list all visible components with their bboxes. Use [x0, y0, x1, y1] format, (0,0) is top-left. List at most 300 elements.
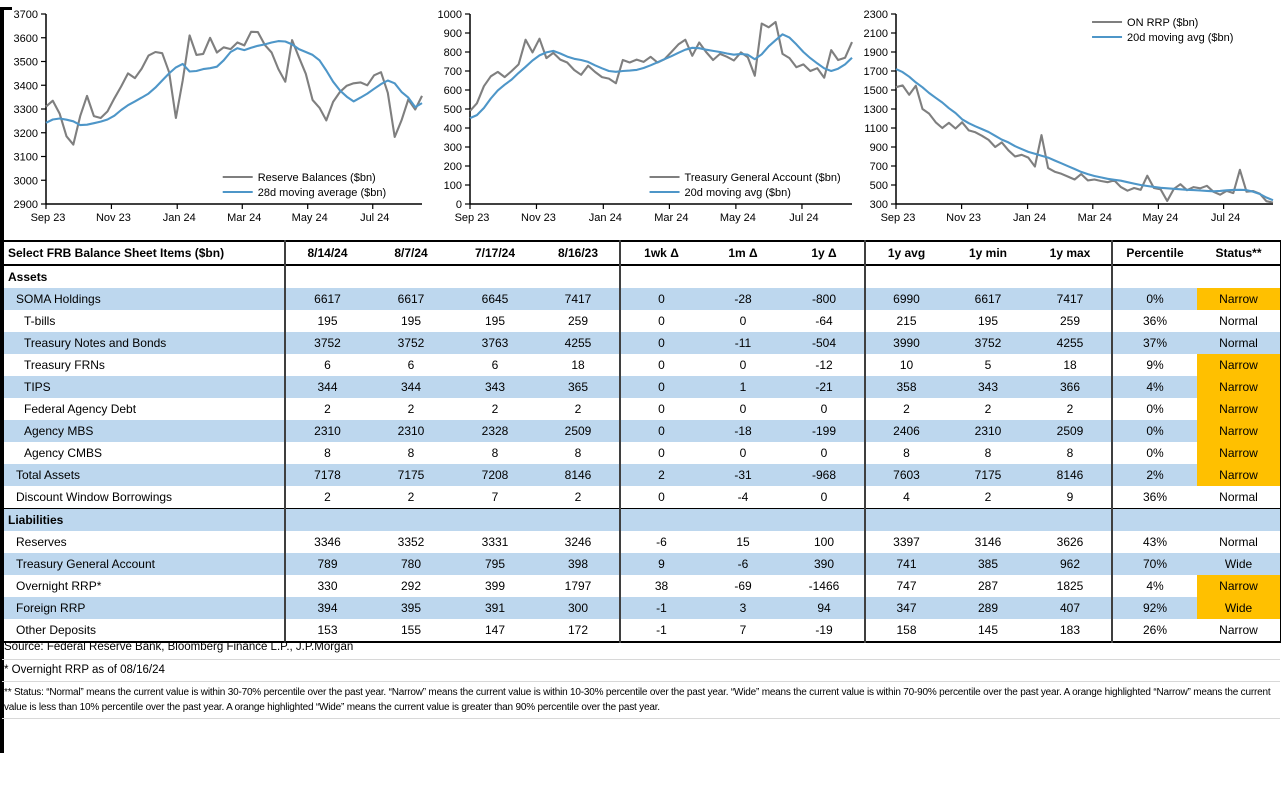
x-tick-label: Jul 24: [360, 212, 390, 224]
x-tick-label: May 24: [291, 212, 328, 224]
x-tick-label: Jan 24: [588, 212, 622, 224]
table-cell: 6: [407, 358, 415, 372]
table-cell: 8: [865, 442, 947, 464]
table-cell: [947, 509, 1029, 532]
table-cell: -6: [620, 531, 702, 553]
x-tick-label: Mar 24: [227, 212, 262, 224]
table-body: [3, 265, 1281, 642]
table-cell: 2: [865, 398, 947, 420]
y-tick-label: 2300: [863, 9, 888, 21]
table-cell: 1825: [1056, 579, 1084, 593]
table-cell: 8: [285, 442, 369, 464]
legend-label: 28d moving average ($bn): [257, 187, 387, 199]
table-cell: [369, 509, 453, 532]
column-header: 8/16/23: [557, 246, 599, 260]
table-row: [3, 486, 1281, 509]
percentile-cell: 2%: [1112, 464, 1197, 486]
y-tick-label: 0: [455, 199, 462, 211]
table-cell: 4255: [564, 336, 592, 350]
y-tick-label: 500: [869, 180, 888, 192]
table-cell: 2328: [481, 424, 509, 438]
percentile-cell: 36%: [1112, 310, 1197, 332]
table-cell: 347: [865, 597, 947, 619]
x-tick-label: Jan 24: [162, 212, 196, 224]
table-cell: [285, 265, 369, 288]
x-tick-label: Jul 24: [1210, 212, 1241, 224]
table-cell: 6617: [285, 288, 369, 310]
column-header: Select FRB Balance Sheet Items ($bn): [8, 246, 225, 260]
table-cell: 10: [865, 354, 947, 376]
table-cell: 259: [567, 314, 589, 328]
status-badge: Narrow: [1197, 464, 1281, 486]
table-cell: 7175: [974, 468, 1002, 482]
column-header: 1y max: [1049, 246, 1091, 260]
table-row: [3, 464, 1281, 486]
status-badge: Normal: [1219, 535, 1258, 549]
table-cell: 287: [977, 579, 999, 593]
status-badge: Narrow: [1197, 575, 1281, 597]
y-tick-label: 400: [443, 123, 462, 135]
y-tick-label: 600: [443, 85, 462, 97]
status-badge: Narrow: [1219, 623, 1258, 637]
column-header: 7/17/24: [474, 246, 516, 260]
percentile-cell: 4%: [1112, 575, 1197, 597]
status-badge: Narrow: [1197, 442, 1281, 464]
table-cell: 6: [491, 358, 499, 372]
table-cell: 343: [977, 380, 999, 394]
on-rrp-series-0: [896, 85, 1273, 202]
y-tick-label: 800: [443, 47, 462, 59]
x-tick-label: Mar 24: [1077, 212, 1112, 224]
table-cell: 747: [865, 575, 947, 597]
x-tick-label: Nov 23: [521, 212, 556, 224]
table-cell: [865, 509, 947, 532]
table-cell: 0: [620, 376, 702, 398]
y-tick-label: 300: [869, 199, 888, 211]
row-label: Liabilities: [8, 513, 64, 527]
table-cell: -800: [811, 292, 837, 306]
table-cell: 2: [620, 464, 702, 486]
row-label: TIPS: [24, 380, 51, 394]
table-cell: 2310: [285, 420, 369, 442]
percentile-cell: 26%: [1112, 619, 1197, 642]
table-cell: 2509: [564, 424, 592, 438]
table-cell: 195: [400, 314, 422, 328]
column-header: 1y Δ: [811, 246, 837, 260]
row-label: Reserves: [16, 535, 67, 549]
table-cell: 780: [400, 557, 422, 571]
table-cell: 366: [1059, 380, 1081, 394]
table-cell: 183: [1059, 623, 1081, 637]
x-tick-label: May 24: [1142, 212, 1179, 224]
table-cell: 2310: [974, 424, 1002, 438]
x-tick-label: Sep 23: [454, 212, 490, 224]
row-label: Other Deposits: [16, 623, 97, 637]
table-cell: 394: [285, 597, 369, 619]
column-header: 1y min: [968, 246, 1007, 260]
legend-label: 20d moving avg ($bn): [1127, 32, 1234, 44]
balance-sheet-table: [2, 240, 1281, 643]
row-label: Total Assets: [16, 468, 81, 482]
table-cell: 2: [574, 402, 582, 416]
table-cell: 741: [865, 553, 947, 575]
table-cell: -504: [811, 336, 837, 350]
table-row: [3, 553, 1281, 575]
percentile-cell: 36%: [1112, 486, 1197, 509]
percentile-cell: 37%: [1112, 332, 1197, 354]
table-cell: -64: [815, 314, 833, 328]
table-cell: -19: [815, 623, 833, 637]
table-cell: -21: [815, 380, 833, 394]
table-cell: 6617: [974, 292, 1002, 306]
table-cell: 172: [567, 623, 589, 637]
table-cell: 18: [1063, 358, 1077, 372]
table-row: [3, 288, 1281, 310]
table-cell: 4: [865, 486, 947, 509]
percentile-cell: 92%: [1112, 597, 1197, 619]
y-tick-label: 1000: [437, 9, 462, 21]
legend-label: Reserve Balances ($bn): [257, 172, 376, 184]
table-cell: 3346: [285, 531, 369, 553]
y-tick-label: 1500: [863, 85, 888, 97]
table-cell: 6990: [865, 288, 947, 310]
table-cell: 0: [620, 310, 702, 332]
x-tick-label: Mar 24: [654, 212, 689, 224]
table-cell: 6617: [397, 292, 425, 306]
table-cell: 3: [739, 601, 747, 615]
x-tick-label: May 24: [719, 212, 756, 224]
table-cell: 145: [977, 623, 999, 637]
table-cell: 8: [984, 446, 992, 460]
row-label: Discount Window Borrowings: [16, 490, 173, 504]
table-cell: 0: [620, 420, 702, 442]
table-cell: 8: [1066, 446, 1074, 460]
table-cell: 2: [491, 402, 499, 416]
x-tick-label: Nov 23: [95, 212, 131, 224]
table-cell: 38: [620, 575, 702, 597]
y-tick-label: 1300: [863, 104, 888, 116]
y-tick-label: 3200: [13, 127, 38, 140]
percentile-cell: 0%: [1112, 398, 1197, 420]
column-header: 1m Δ: [728, 246, 758, 260]
table-cell: 2: [285, 486, 369, 509]
table-cell: 7: [491, 490, 499, 504]
table-row: [3, 332, 1281, 354]
table-cell: 5: [984, 358, 992, 372]
balance-sheet-table-container: [2, 240, 1281, 643]
table-cell: 395: [400, 601, 422, 615]
table-cell: -1466: [808, 579, 840, 593]
treasury-general-account-series-1: [470, 34, 852, 118]
table-cell: 158: [865, 619, 947, 642]
table-cell: 3352: [397, 535, 425, 549]
y-tick-label: 3000: [13, 175, 38, 188]
table-cell: 6645: [481, 292, 509, 306]
table-row: [3, 597, 1281, 619]
table-cell: 8146: [1056, 468, 1084, 482]
status-badge: Wide: [1197, 597, 1281, 619]
table-cell: 3397: [865, 531, 947, 553]
table-cell: [369, 265, 453, 288]
chart-reserve-balances: [6, 4, 426, 237]
percentile-cell: 9%: [1112, 354, 1197, 376]
table-cell: 147: [484, 623, 506, 637]
x-tick-label: Sep 23: [880, 212, 916, 224]
table-row: [3, 442, 1281, 464]
y-tick-label: 100: [443, 180, 462, 192]
x-tick-label: Jan 24: [1013, 212, 1047, 224]
reserve-balances-svg: [6, 4, 426, 232]
table-cell: 8: [491, 446, 499, 460]
status-badge: Narrow: [1197, 398, 1281, 420]
y-tick-label: 3100: [13, 151, 38, 164]
table-row: [3, 265, 1281, 288]
table-cell: 259: [1059, 314, 1081, 328]
row-label: Foreign RRP: [16, 601, 86, 615]
table-cell: 358: [865, 376, 947, 398]
percentile-cell: 43%: [1112, 531, 1197, 553]
table-cell: 94: [817, 601, 831, 615]
y-tick-label: 700: [443, 66, 462, 78]
table-cell: 7417: [1056, 292, 1084, 306]
table-cell: 155: [400, 623, 422, 637]
status-badge: Narrow: [1197, 376, 1281, 398]
table-cell: 3990: [865, 332, 947, 354]
table-cell: 0: [739, 358, 747, 372]
y-tick-label: 1900: [863, 47, 888, 59]
table-cell: 6: [285, 354, 369, 376]
row-label: Overnight RRP*: [16, 579, 102, 593]
percentile-cell: 0%: [1112, 288, 1197, 310]
table-cell: 7178: [285, 464, 369, 486]
footnote-status-definition: ** Status: “Normal” means the current value is within 30-70% percentile over the past year. “Narrow” means the current value is within 10-30% percentile over the past year. “Wide” means the current value is within 70-90% percentile over the past year. A orange highlighted “Narrow” means the current value is less than 10% percentile over the past year. A orange highlighted “Wide” means the current value is greater than 90% percentile over the past year.: [2, 682, 1280, 719]
table-cell: [453, 509, 537, 532]
table-cell: 195: [484, 314, 506, 328]
on-rrp-svg: [856, 4, 1277, 232]
table-cell: [620, 509, 702, 532]
table-cell: 9: [620, 553, 702, 575]
column-header: 8/14/24: [285, 241, 369, 265]
table-cell: 399: [484, 579, 506, 593]
table-cell: 0: [620, 486, 702, 509]
column-header: Percentile: [1112, 241, 1197, 265]
table-cell: 195: [285, 310, 369, 332]
treasury-general-account-svg: [430, 4, 856, 232]
table-cell: -199: [811, 424, 837, 438]
table-cell: 2: [1066, 402, 1074, 416]
status-badge: Narrow: [1197, 354, 1281, 376]
y-tick-label: 900: [443, 28, 462, 40]
table-row: [3, 310, 1281, 332]
table-cell: 2: [984, 490, 992, 504]
table-cell: 0: [739, 446, 747, 460]
percentile-cell: [1112, 509, 1197, 532]
y-tick-label: 3600: [13, 32, 38, 45]
table-cell: [537, 265, 620, 288]
table-cell: 8: [407, 446, 415, 460]
y-tick-label: 3400: [13, 80, 38, 93]
table-cell: 365: [567, 380, 589, 394]
y-tick-label: 500: [443, 104, 462, 116]
status-badge: Normal: [1219, 314, 1258, 328]
y-tick-label: 3300: [13, 104, 38, 116]
status-badge: Narrow: [1197, 288, 1281, 310]
table-row: [3, 575, 1281, 597]
y-tick-label: 2900: [13, 199, 38, 211]
status-badge: Narrow: [1197, 420, 1281, 442]
table-cell: 289: [977, 601, 999, 615]
column-header: Status**: [1215, 246, 1262, 260]
table-cell: 2: [984, 402, 992, 416]
row-label: Federal Agency Debt: [24, 402, 137, 416]
footnotes: [2, 637, 1280, 719]
legend-label: ON RRP ($bn): [1127, 17, 1199, 29]
table-cell: 0: [820, 490, 828, 504]
y-tick-label: 1700: [863, 66, 888, 78]
table-cell: 2310: [397, 424, 425, 438]
table-cell: 0: [739, 402, 747, 416]
table-cell: 344: [285, 376, 369, 398]
row-label: Agency CMBS: [24, 446, 103, 460]
table-cell: 398: [567, 557, 589, 571]
table-cell: 344: [400, 380, 422, 394]
table-cell: 390: [813, 557, 835, 571]
percentile-cell: [1112, 265, 1197, 288]
table-cell: 343: [484, 380, 506, 394]
table-cell: [285, 509, 369, 532]
table-cell: 2509: [1056, 424, 1084, 438]
table-cell: 3752: [285, 332, 369, 354]
table-cell: 3331: [481, 535, 509, 549]
table-cell: 100: [813, 535, 835, 549]
table-cell: [702, 265, 784, 288]
table-cell: 7208: [481, 468, 509, 482]
column-header: 1y avg: [865, 241, 947, 265]
column-header: 1wk Δ: [620, 241, 702, 265]
table-cell: 330: [285, 575, 369, 597]
table-cell: [1029, 265, 1112, 288]
table-header-row: [3, 241, 1281, 265]
y-tick-label: 700: [869, 161, 888, 173]
table-cell: 7603: [865, 464, 947, 486]
table-cell: 292: [400, 579, 422, 593]
table-cell: 3246: [564, 535, 592, 549]
row-label: Treasury General Account: [16, 557, 155, 571]
y-tick-label: 200: [443, 161, 462, 173]
table-cell: 2: [407, 402, 415, 416]
status-badge: Wide: [1224, 557, 1253, 571]
table-cell: 0: [620, 398, 702, 420]
percentile-cell: 0%: [1112, 420, 1197, 442]
legend-label: Treasury General Account ($bn): [684, 172, 841, 184]
table-cell: -1: [620, 619, 702, 642]
table-cell: 195: [977, 314, 999, 328]
row-label: Agency MBS: [24, 424, 94, 438]
legend-label: 20d moving avg ($bn): [684, 187, 791, 199]
table-cell: 0: [620, 332, 702, 354]
y-tick-label: 1100: [864, 123, 888, 135]
y-tick-label: 2100: [863, 28, 888, 40]
table-cell: 4255: [1056, 336, 1084, 350]
table-cell: -12: [815, 358, 833, 372]
x-tick-label: Sep 23: [30, 212, 66, 224]
table-row: [3, 354, 1281, 376]
y-tick-label: 300: [443, 142, 462, 154]
x-tick-label: Jul 24: [789, 212, 819, 224]
table-cell: [865, 265, 947, 288]
status-badge: [1197, 265, 1281, 288]
table-cell: 2: [407, 490, 415, 504]
table-cell: 7: [739, 623, 747, 637]
table-row: [3, 420, 1281, 442]
reserve-balances-series-0: [46, 32, 422, 145]
row-label: Assets: [8, 270, 48, 284]
y-tick-label: 900: [869, 142, 888, 154]
column-header: 8/7/24: [394, 246, 428, 260]
table-cell: 3146: [974, 535, 1002, 549]
table-cell: -1: [620, 597, 702, 619]
table-row: [3, 509, 1281, 532]
row-label: SOMA Holdings: [16, 292, 101, 306]
on-rrp-series-1: [896, 69, 1273, 200]
table-cell: -28: [734, 292, 752, 306]
percentile-cell: 4%: [1112, 376, 1197, 398]
table-cell: 0: [620, 354, 702, 376]
table-cell: 0: [820, 446, 828, 460]
table-cell: 795: [484, 557, 506, 571]
table-cell: -31: [734, 468, 752, 482]
row-label: Treasury Notes and Bonds: [24, 336, 167, 350]
status-badge: [1197, 509, 1281, 532]
table-row: [3, 376, 1281, 398]
table-cell: 391: [484, 601, 506, 615]
table-cell: -69: [734, 579, 752, 593]
table-cell: 3626: [1056, 535, 1084, 549]
percentile-cell: 0%: [1112, 442, 1197, 464]
table-cell: -11: [734, 336, 752, 350]
table-cell: [537, 509, 620, 532]
table-cell: 385: [977, 557, 999, 571]
table-cell: 1797: [564, 579, 592, 593]
table-cell: 8146: [564, 468, 592, 482]
table-cell: 0: [739, 314, 747, 328]
table-cell: -4: [737, 490, 749, 504]
table-row: [3, 531, 1281, 553]
table-cell: [784, 509, 865, 532]
table-cell: 15: [736, 535, 750, 549]
percentile-cell: 70%: [1112, 553, 1197, 575]
table-cell: 789: [285, 553, 369, 575]
table-cell: 7175: [397, 468, 425, 482]
table-cell: 153: [285, 619, 369, 642]
table-cell: 2: [574, 490, 582, 504]
table-row: [3, 398, 1281, 420]
table-cell: 0: [820, 402, 828, 416]
chart-treasury-general-account: [430, 4, 856, 237]
table-cell: 0: [620, 442, 702, 464]
table-cell: 0: [620, 288, 702, 310]
table-cell: 3763: [481, 336, 509, 350]
table-cell: -18: [734, 424, 752, 438]
footnote-rrp-asof: * Overnight RRP as of 08/16/24: [2, 660, 1280, 683]
status-badge: Normal: [1219, 490, 1258, 504]
table-cell: 962: [1059, 557, 1081, 571]
table-cell: 7417: [564, 292, 592, 306]
table-cell: -6: [737, 557, 749, 571]
table-cell: [947, 265, 1029, 288]
table-cell: [784, 265, 865, 288]
reserve-balances-series-1: [46, 41, 422, 125]
